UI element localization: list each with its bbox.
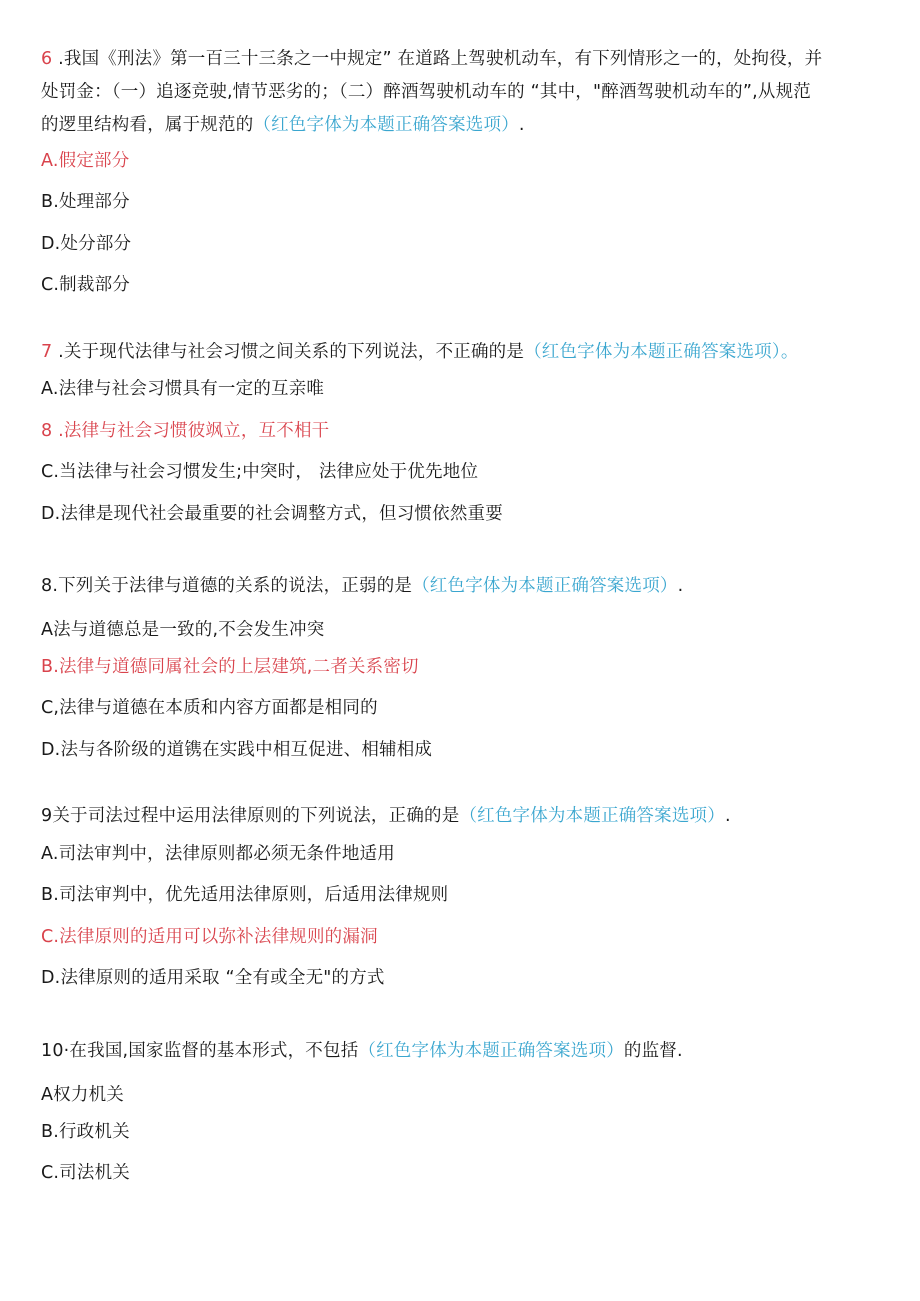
question-6-stem-line-3 <box>41 113 525 137</box>
option-correct: B.法律与道德同属社会的上层建筑,二者关系密切 <box>41 657 419 677</box>
option: D.法与各阶级的道镌在实践中相互促进、相辅相成 <box>41 740 433 760</box>
option: B.司法审判中，优先适用法律原则，后适用法律规则 <box>41 885 449 905</box>
option: C.当法律与社会习惯发生;中突时， 法律应处于优先地位 <box>41 462 479 482</box>
stem-text: 8.下列关于法律与道德的关系的说法，正弱的是 <box>41 576 413 596</box>
stem-text: 10·在我国,国家监督的基本形式，不包括 <box>41 1041 359 1061</box>
stem-text: .关于现代法律与社会习惯之间关系的下列说法，不正确的是 <box>52 342 525 362</box>
question-6-stem-line-1 <box>41 47 822 71</box>
question-6-stem-line-2 <box>41 80 811 104</box>
question-number: 7 <box>41 342 53 362</box>
option: D.法律是现代社会最重要的社会调整方式，但习惯依然重要 <box>41 504 503 524</box>
option: D.法律原则的适用采取 “全有或全无"的方式 <box>41 968 385 988</box>
question-number: 6 <box>41 49 53 69</box>
option: C,法律与道德在本质和内容方面都是相同的 <box>41 698 378 718</box>
option: B.行政机关 <box>41 1122 130 1142</box>
stem-text: 的逻里结构看，属于规范的 <box>41 115 254 135</box>
option: C.制裁部分 <box>41 275 130 295</box>
option: C.司法机关 <box>41 1163 130 1183</box>
stem-text: 处罚金：（一）追逐竞驶,情节恶劣的；（二）醉酒驾驶机动车的 “其中，"醉酒驾驶机动车的”,从规范 <box>41 82 811 102</box>
answer-hint: （红色字体为本题正确答案选项） <box>412 576 678 596</box>
stem-text: . <box>724 806 731 826</box>
option-correct: 8 .法律与社会习惯彼飒立，互不相干 <box>41 421 330 441</box>
option: A.法律与社会习惯具有一定的互亲唯 <box>41 379 325 399</box>
option-correct: A.假定部分 <box>41 151 130 171</box>
option-correct: C.法律原则的适用可以弥补法律规则的漏洞 <box>41 927 378 947</box>
stem-text: .我国《刑法》第一百三十三条之一中规定” 在道路上驾驶机动车，有下列情形之一的，处拘役，并 <box>52 49 823 69</box>
answer-hint: （红色字体为本题正确答案选项） <box>358 1041 624 1061</box>
option: A权力机关 <box>41 1085 124 1105</box>
option: A法与道德总是一致的,不会发生冲突 <box>41 620 325 640</box>
question-7-stem <box>41 340 799 364</box>
stem-text: 9关于司法过程中运用法律原则的下列说法，正确的是 <box>41 806 460 826</box>
stem-text: . <box>677 576 684 596</box>
option: A.司法审判中，法律原则都必须无条件地适用 <box>41 844 395 864</box>
option: D.处分部分 <box>41 234 132 254</box>
option: B.处理部分 <box>41 192 130 212</box>
answer-hint: （红色字体为本题正确答案选项） <box>459 806 725 826</box>
question-10-stem <box>41 1039 683 1063</box>
question-8-stem <box>41 574 683 598</box>
answer-hint: （红色字体为本题正确答案选项） <box>253 115 519 135</box>
stem-text: 的监督. <box>623 1041 683 1061</box>
stem-text: . <box>518 115 525 135</box>
question-9-stem <box>41 804 731 828</box>
answer-hint: （红色字体为本题正确答案选项）。 <box>524 342 799 362</box>
